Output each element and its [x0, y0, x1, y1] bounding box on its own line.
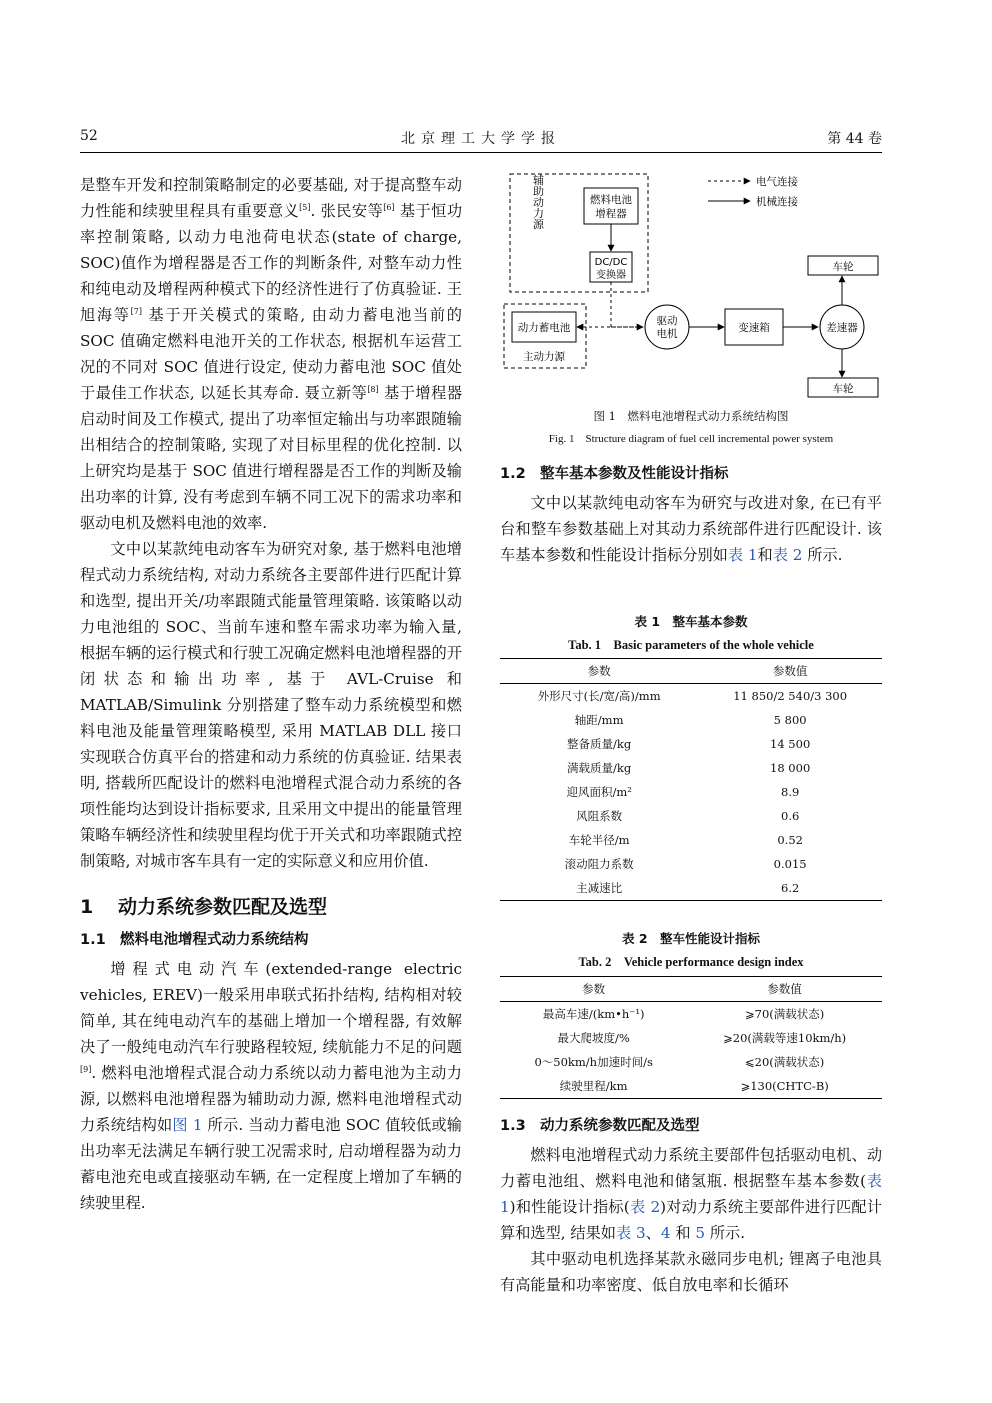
- table-1-param-cell: 轴距/mm: [574, 713, 624, 727]
- table-1-row: [500, 732, 882, 756]
- aux-source-label: 辅助动力源: [531, 174, 545, 230]
- fuel-cell-label-1: 燃料电池: [590, 194, 632, 206]
- table-2: [500, 976, 882, 1099]
- table-1-row: [500, 684, 882, 709]
- table-1-row: [500, 708, 882, 732]
- dcdc-label-2: 变换器: [596, 270, 626, 281]
- citation: [8]: [367, 384, 379, 394]
- paragraph-components: 燃料电池增程式动力系统主要部件包括驱动电机、动力蓄电池组、燃料电池和储氢瓶. 根据整车基本参数(表 1)和性能设计指标(表 2)对动力系统主要部件进行匹配计算和选型, 结果如表 3、4 和 5 所示.: [500, 1146, 882, 1242]
- table-2-header-param: 参数: [500, 977, 687, 1002]
- volume-label: 第 44 卷: [827, 131, 882, 147]
- table-2-param-cell: 续驶里程/km: [500, 1074, 687, 1099]
- citation: [6]: [383, 202, 395, 212]
- table-1-param-cell: 滚动阻力系数: [564, 857, 634, 871]
- table-2-param-cell: 最大爬坡度/%: [557, 1031, 630, 1045]
- table-1-param-cell: 外形尺寸(长/宽/高)/mm: [537, 689, 661, 703]
- table-1-param-cell: 迎风面积/m²: [566, 785, 632, 799]
- table-1-param-cell: 主减速比: [500, 876, 698, 901]
- fuel-cell-label-2: 增程器: [595, 208, 627, 220]
- cross-ref-link[interactable]: 5: [695, 1224, 706, 1242]
- journal-title: 北京理工大学学报: [401, 131, 561, 147]
- table-1-param-cell: 车轮半径/m: [568, 833, 630, 847]
- section-1-2-heading: 1.2 整车基本参数及性能设计指标: [500, 466, 729, 482]
- table-2-value-cell: ⩾130(CHTC-B): [687, 1074, 882, 1099]
- table-1-param-cell: 风阻系数: [576, 809, 623, 823]
- cross-ref-link[interactable]: 表 2: [629, 1198, 661, 1216]
- paragraph-vehicle-params: 文中以某款纯电动客车为研究与改进对象, 在已有平台和整车参数基础上对其动力系统部件进行匹配设计. 该车基本参数和性能设计指标分别如表 1和表 2 所示.: [500, 494, 882, 564]
- table-2-row: [500, 1050, 882, 1074]
- table-1-value-cell: 5 800: [773, 713, 807, 727]
- dcdc-label-1: DC/DC: [594, 257, 628, 268]
- table-1-param-cell: 满载质量/kg: [567, 761, 632, 775]
- cross-ref-link[interactable]: 图 1: [172, 1116, 203, 1134]
- table-1-caption-en: Tab. 1 Basic parameters of the whole vehicle: [568, 638, 814, 652]
- cross-ref-link[interactable]: 表 2: [772, 546, 803, 564]
- table-1-value-cell: 0.52: [777, 833, 803, 847]
- table-1-param-cell: 整备质量/kg: [567, 737, 632, 751]
- section-1-1-heading: 1.1 燃料电池增程式动力系统结构: [80, 932, 309, 948]
- table-2-header-value: 参数值: [687, 977, 882, 1002]
- table-1-row: [500, 828, 882, 852]
- table-2-row: [500, 1074, 882, 1099]
- table-2-row: [500, 1026, 882, 1050]
- table-1-row: [500, 756, 882, 780]
- section-1-3: [500, 1114, 882, 1298]
- table-1-header-value: 参数值: [698, 659, 882, 684]
- section-1-3-heading: 1.3 动力系统参数匹配及选型: [500, 1118, 700, 1134]
- table-1-body: [500, 684, 882, 901]
- table-1-value-cell: 18 000: [770, 761, 811, 775]
- table-1-value-cell: 6.2: [698, 876, 882, 901]
- figure-1-caption-en: Fig. 1 Structure diagram of fuel cell incremental power system: [548, 433, 834, 445]
- table-2-value-cell: ⩾70(满载状态): [745, 1007, 825, 1021]
- table-1: [500, 658, 882, 901]
- cross-ref-link[interactable]: 表 1: [727, 546, 758, 564]
- paragraph-research-object: 文中以某款纯电动客车为研究对象, 基于燃料电池增程式动力系统结构, 对动力系统各主要部件进行匹配计算和选型, 提出开关/功率跟随式能量管理策略. 该策略以动力电池组的 SOC、当前车速和整车需求功率为输入量, 根据车辆的运行模式和行驶工况确定燃料电池增程器的开闭状态和输出功率, 基于 AVL-Cruise 和 MATLAB/Simulink 分别搭建了整车动力系统模型和燃料电池及能量管理策略模型, 采用 MATLAB DLL 接口实现联合仿真平台的搭建和动力系统的仿真验证. 结果表明, 搭载所匹配设计的燃料电池增程式混合动力系统的各项性能均达到设计指标要求, 且采用文中提出的能量管理策略车辆经济性和续驶里程均优于开关式和功率跟随式控制策略, 对城市客车具有一定的实际意义和应用价值.: [80, 540, 462, 870]
- left-column: [80, 172, 462, 1216]
- table-1-value-cell: 11 850/2 540/3 300: [733, 689, 848, 703]
- wheel-bottom-label: 车轮: [832, 383, 854, 395]
- battery-label: 动力蓄电池: [517, 322, 571, 334]
- cross-ref-link[interactable]: 表 3: [615, 1224, 646, 1242]
- table-1-row: [500, 804, 882, 828]
- table-2-value-cell: ⩾20(满载等速10km/h): [723, 1031, 847, 1045]
- paragraph-intro: 是整车开发和控制策略制定的必要基础, 对于提高整车动力性能和续驶里程具有重要意义[5]. 张民安等[6] 基于恒功率控制策略, 以动力电池荷电状态(state of charge, SOC)值作为增程器是否工作的判断条件, 对整车动力性和纯电动及增程两种模式下的经济性进行了仿真验证. 王旭海等[7] 基于开关模式的策略, 由动力蓄电池当前的 SOC 值确定燃料电池开关的工作状态, 根据机车运营工况的不同对 SOC 值进行设定, 使动力蓄电池 SOC 值处于最佳工作状态, 以延长其寿命. 聂立新等[8] 基于增程器启动时间及工作模式, 提出了功率恒定输出与功率跟随输出相结合的控制策略, 实现了对目标里程的优化控制. 以上研究均是基于 SOC 值进行增程器是否工作的判断及输出功率的计算, 没有考虑到车辆不同工况下的需求功率和驱动电机及燃料电池的效率.: [80, 176, 463, 532]
- table-2-value-cell: ⩽20(满载状态): [745, 1055, 825, 1069]
- section-1-heading: 1 动力系统参数匹配及选型: [80, 896, 328, 918]
- differential-label: 差速器: [826, 322, 858, 334]
- cross-ref-link[interactable]: 表 1: [500, 1172, 882, 1216]
- gearbox-label: 变速箱: [738, 322, 770, 334]
- running-header: [80, 128, 882, 152]
- citation: [5]: [299, 202, 311, 212]
- section-1-2: [500, 462, 882, 568]
- table-1-value-cell: 8.9: [781, 785, 800, 799]
- table-1-header-param: 参数: [500, 659, 698, 684]
- table-1-row: [500, 876, 882, 901]
- wheel-top-label: 车轮: [832, 261, 854, 273]
- table-2-caption-cn: 表 2 整车性能设计指标: [621, 931, 761, 946]
- paragraph-erev: 增程式电动汽车(extended-range electric vehicles, EREV)一般采用串联式拓扑结构, 结构相对较简单, 其在纯电动汽车的基础上增加一个增程器, 有效解决了一般纯电动汽车行驶路程较短, 续航能力不足的问题[9]. 燃料电池增程式混合动力系统以动力蓄电池为主动力源, 以燃料电池增程器为辅助动力源, 燃料电池增程式动力系统结构如图 1 所示. 当动力蓄电池 SOC 值较低或输出功率无法满足车辆行驶工况需求时, 启动增程器为动力蓄电池充电或直接驱动车辆, 在一定程度上增加了车辆的续驶里程.: [80, 960, 462, 1212]
- table-1-value-cell: 14 500: [770, 737, 811, 751]
- table-1-value-cell: 0.015: [773, 857, 807, 871]
- table-1-row: [500, 852, 882, 876]
- table-2-body: [500, 1002, 882, 1099]
- table-2-param-cell: 0～50km/h加速时间/s: [534, 1055, 653, 1069]
- table-1-row: [500, 780, 882, 804]
- main-source-label: 主动力源: [523, 351, 565, 363]
- figure-1-caption-cn: 图 1 燃料电池增程式动力系统结构图: [593, 409, 789, 423]
- table-1-caption-cn: 表 1 整车基本参数: [634, 614, 748, 629]
- legend-electrical-label: 电气连接: [756, 176, 798, 188]
- citation: [7]: [130, 306, 142, 316]
- table-2-param-cell: 最高车速/(km•h⁻¹): [542, 1007, 645, 1021]
- table-2-caption-en: Tab. 2 Vehicle performance design index: [578, 955, 804, 969]
- motor-label-2: 电机: [656, 328, 678, 340]
- page-number: 52: [80, 128, 98, 144]
- paragraph-motor-battery: 其中驱动电机选择某款永磁同步电机; 锂离子电池具有高能量和功率密度、低自放电率和长循环: [500, 1250, 882, 1294]
- table-1-value-cell: 0.6: [781, 809, 800, 823]
- citation: [9]: [80, 1064, 92, 1074]
- cross-ref-link[interactable]: 4: [660, 1224, 671, 1242]
- header-rule: [80, 152, 882, 153]
- legend-mechanical-label: 机械连接: [756, 196, 798, 208]
- figure-1-diagram: [500, 172, 882, 408]
- motor-circle: [645, 305, 689, 349]
- table-2-row: [500, 1002, 882, 1027]
- motor-label-1: 驱动: [656, 315, 678, 327]
